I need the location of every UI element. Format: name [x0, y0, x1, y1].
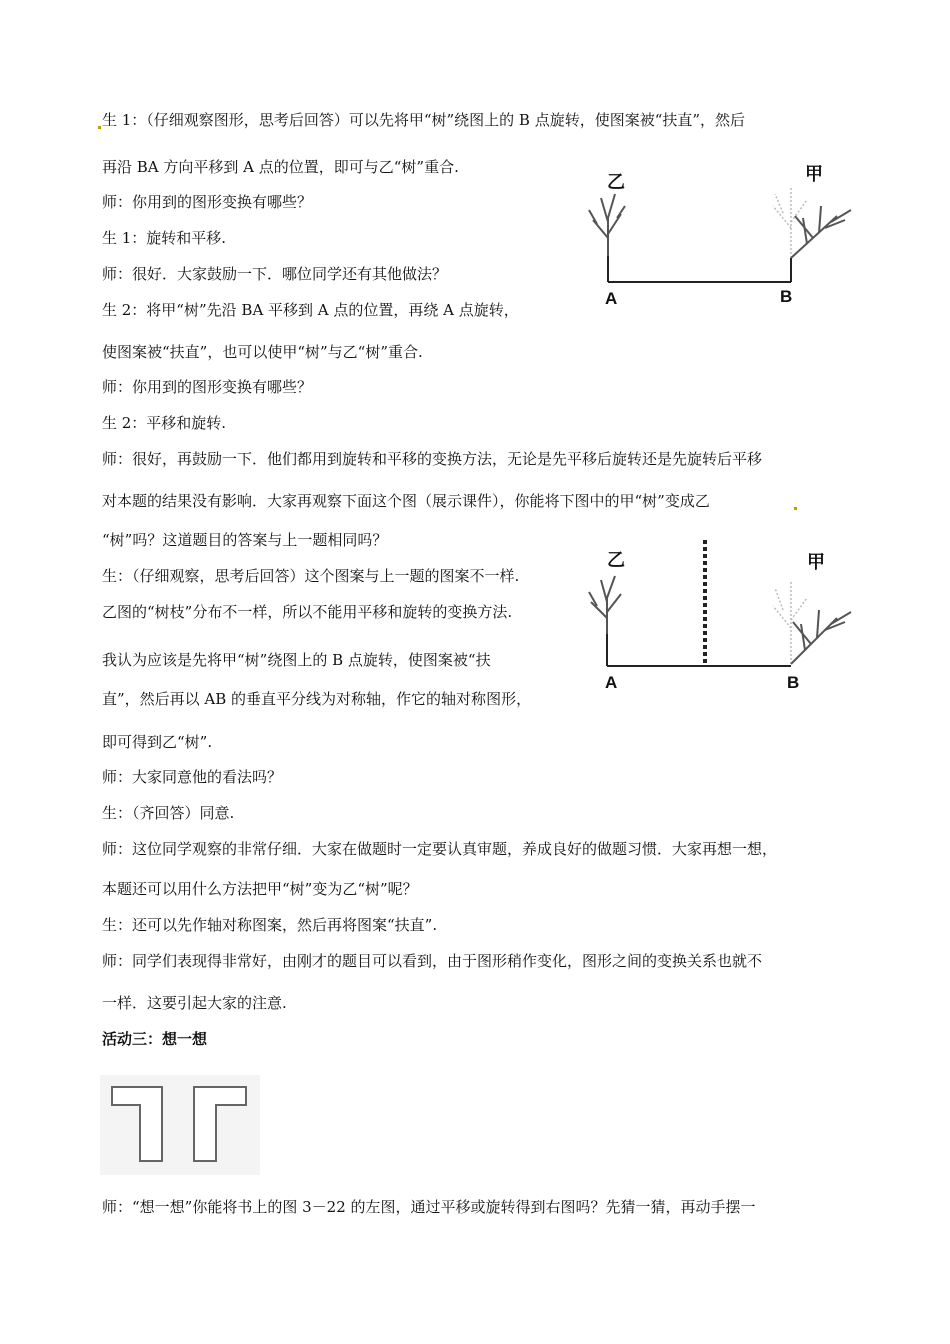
tree-jia [791, 206, 851, 258]
l-shapes-figure [100, 1075, 260, 1175]
label-yi: 乙 [607, 550, 625, 571]
tree-yi [589, 576, 621, 634]
text-line: 生：还可以先作轴对称图案，然后再将图案“扶直”. [102, 916, 438, 934]
margin-mark [794, 507, 797, 510]
tree-figure-1 [575, 158, 865, 308]
text-line: 我认为应该是先将甲“树”绕图上的 B 点旋转，使图案被“扶 [102, 651, 491, 669]
text-line: 乙图的“树枝”分布不一样，所以不能用平移和旋转的变换方法. [102, 603, 513, 621]
point-b-label: B [787, 673, 800, 692]
tree-yi [589, 194, 625, 256]
text-line: 生：（仔细观察，思考后回答）这个图案与上一题的图案不一样. [102, 567, 520, 585]
label-yi: 乙 [607, 172, 625, 193]
text-line: 师：很好．大家鼓励一下．哪位同学还有其他做法？ [102, 265, 448, 283]
text-line: 生：（齐回答）同意. [102, 804, 235, 822]
point-a-label: A [605, 289, 618, 308]
text-line: 师：这位同学观察的非常仔细．大家在做题时一定要认真审题，养成良好的做题习惯．大家再想一想， [102, 840, 778, 858]
text-line: 师：你用到的图形变换有哪些？ [102, 378, 313, 396]
label-jia: 甲 [805, 164, 823, 185]
text-line: 师：大家同意他的看法吗？ [102, 768, 283, 786]
text-line: 直”，然后再以 AB 的垂直平分线为对称轴，作它的轴对称图形， [102, 690, 532, 708]
text-line: 生 2：平移和旋转. [102, 414, 227, 432]
text-line: 一样．这要引起大家的注意. [102, 994, 287, 1012]
text-line: 生 2：将甲“树”先沿 BA 平移到 A 点的位置，再绕 A 点旋转， [102, 301, 519, 319]
text-line: 师：同学们表现得非常好，由刚才的题目可以看到，由于图形稍作变化，图形之间的变换关系也就不 [102, 952, 763, 970]
text-line: 生 1：（仔细观察图形，思考后回答）可以先将甲“树”绕图上的 B 点旋转，使图案被“扶直”，然后 [102, 111, 746, 129]
margin-mark [98, 126, 101, 129]
text-line: 再沿 BA 方向平移到 A 点的位置，即可与乙“树”重合. [102, 158, 459, 176]
text-line: 本题还可以用什么方法把甲“树”变为乙“树”呢？ [102, 880, 418, 898]
text-line: 师：很好，再鼓励一下．他们都用到旋转和平移的变换方法，无论是先平移后旋转还是先旋转后平移 [102, 450, 763, 468]
section-heading: 活动三：想一想 [102, 1030, 208, 1048]
point-b-label: B [780, 287, 793, 306]
text-line: 使图案被“扶直”，也可以使甲“树”与乙“树”重合. [102, 343, 423, 361]
text-line: 生 1：旋转和平移. [102, 229, 227, 247]
text-line: 即可得到乙“树”. [102, 733, 213, 751]
text-line: 师：“想一想”你能将书上的图 3－22 的左图，通过平移或旋转得到右图吗？先猜一猜，再动手摆一 [102, 1198, 756, 1216]
text-line: 对本题的结果没有影响．大家再观察下面这个图（展示课件），你能将下图中的甲“树”变成乙 [102, 492, 710, 510]
tree-figure-2 [575, 532, 865, 692]
text-line: “树”吗？这道题目的答案与上一题相同吗？ [102, 531, 388, 549]
text-line: 师：你用到的图形变换有哪些？ [102, 193, 313, 211]
point-a-label: A [605, 673, 618, 692]
label-jia: 甲 [807, 552, 825, 573]
tree-jia [791, 610, 851, 664]
